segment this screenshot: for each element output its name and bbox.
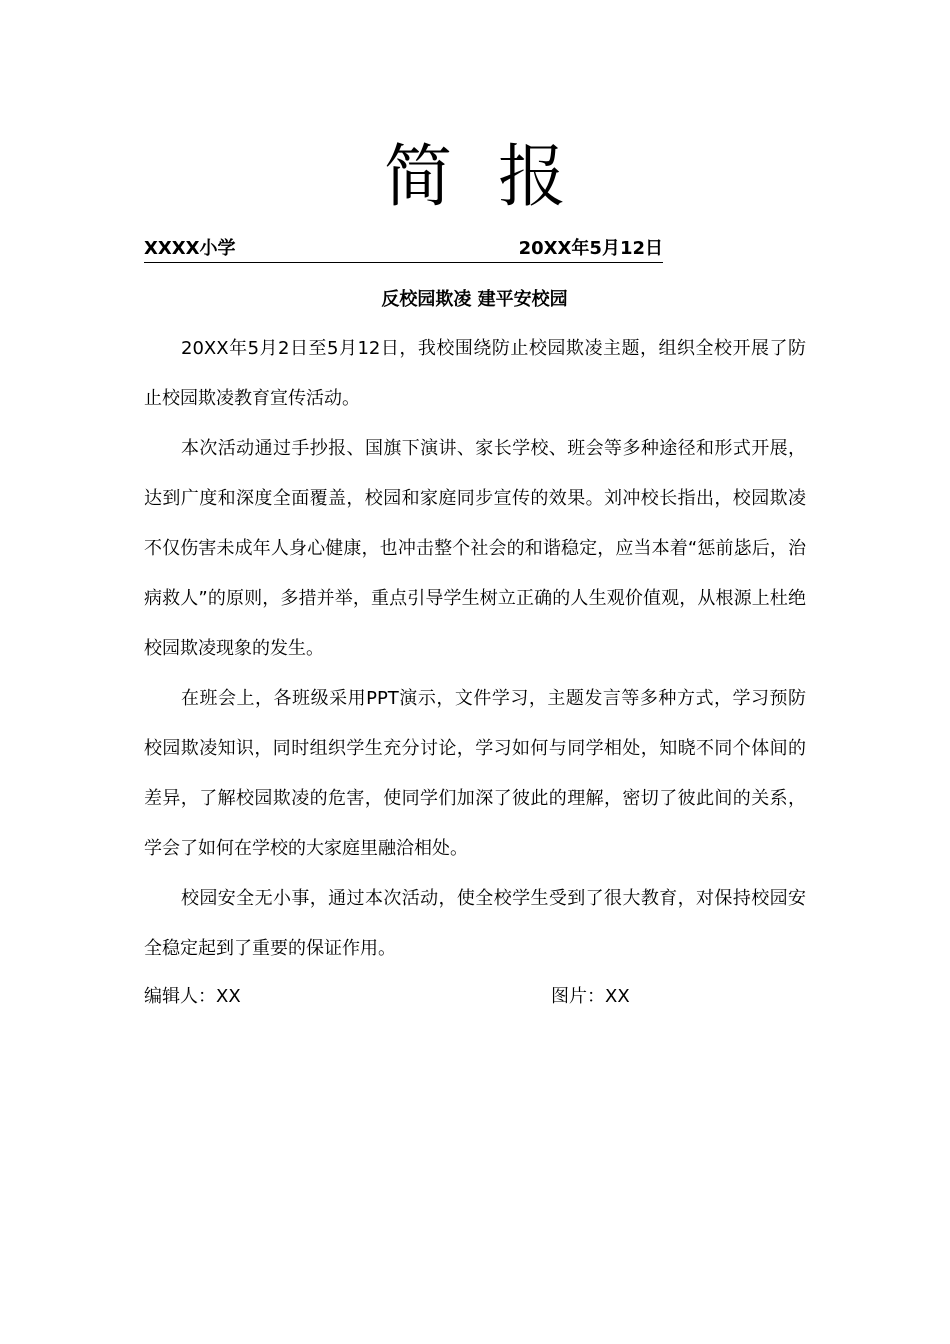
article-headline: 反校园欺凌 建平安校园 xyxy=(381,289,568,310)
body-paragraph: 本次活动通过手抄报、国旗下演讲、家长学校、班会等多种途径和形式开展，达到广度和深度全面覆盖，校园和家庭同步宣传的效果。刘冲校长指出，校园欺凌不仅伤害未成年人身心健康，也冲击整个社会的和谐稳定，应当本着“惩前毖后，治病救人”的原则，多措并举，重点引导学生树立正确的人生观价值观，从根源上杜绝校园欺凌现象的发生。 xyxy=(144,438,806,659)
school-name: XXXX小学 xyxy=(144,238,236,259)
body-paragraph: 20XX年5月2日至5月12日，我校围绕防止校园欺凌主题，组织全校开展了防止校园欺凌教育宣传活动。 xyxy=(144,338,806,409)
editor-credit: 编辑人：XX xyxy=(144,986,241,1007)
issue-date: 20XX年5月12日 xyxy=(518,238,663,259)
body-paragraph: 在班会上，各班级采用PPT演示，文件学习，主题发言等多种方式，学习预防校园欺凌知识，同时组织学生充分讨论，学习如何与同学相处，知晓不同个体间的差异，了解校园欺凌的危害，使同学们加深了彼此的理解，密切了彼此间的关系，学会了如何在学校的大家庭里融洽相处。 xyxy=(144,688,806,859)
credits-line xyxy=(144,972,806,1022)
document-title: 简报 xyxy=(383,138,612,217)
masthead-line xyxy=(144,236,663,263)
article-body xyxy=(144,324,806,974)
photo-credit: 图片：XX xyxy=(551,986,630,1007)
body-paragraph: 校园安全无小事，通过本次活动，使全校学生受到了很大教育，对保持校园安全稳定起到了重要的保证作用。 xyxy=(144,888,806,959)
